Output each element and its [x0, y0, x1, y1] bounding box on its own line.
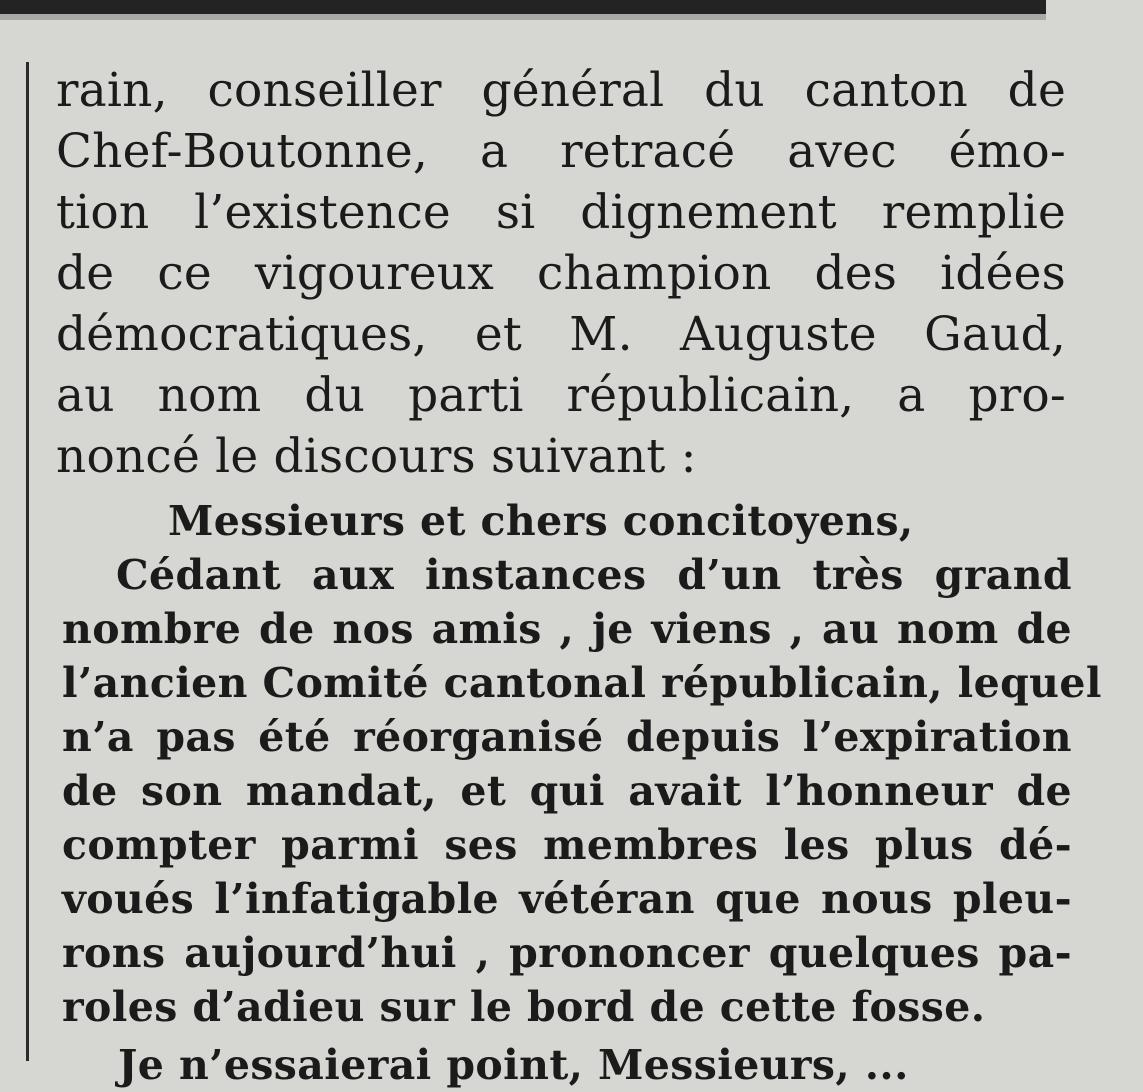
speech-line: rons aujourd’hui , prononcer quelques pa- — [62, 929, 1072, 977]
article-line: au nom du parti républicain, a pro- — [56, 368, 1066, 423]
speech-line: roles d’adieu sur le bord de cette fosse. — [62, 983, 986, 1031]
article-line: tion l’existence si dignement remplie — [56, 185, 1066, 240]
speech-line: Cédant aux instances d’un très grand — [116, 551, 1072, 599]
cut-off-line: Je n’essaierai point, Messieurs, ... — [118, 1041, 909, 1089]
article-line: noncé le discours suivant : — [56, 429, 697, 484]
speech-salutation: Messieurs et chers concitoyens, — [168, 497, 914, 545]
article-text — [56, 60, 1066, 487]
speech-line: l’ancien Comité cantonal républicain, lequel — [62, 659, 1102, 707]
column-rule — [26, 62, 29, 1061]
article-line: rain, conseiller général du canton de — [56, 63, 1066, 118]
top-rule — [0, 0, 1046, 14]
speech-line: de son mandat, et qui avait l’honneur de — [62, 767, 1072, 815]
speech-line: compter parmi ses membres les plus dé- — [62, 821, 1072, 869]
top-rule-shadow — [0, 14, 1046, 20]
article-line: de ce vigoureux champion des idées — [56, 246, 1066, 301]
speech-text — [62, 494, 1102, 1034]
speech-line: nombre de nos amis , je viens , au nom de — [62, 605, 1072, 653]
article-line: démocratiques, et M. Auguste Gaud, — [56, 307, 1066, 362]
speech-line: n’a pas été réorganisé depuis l’expiration — [62, 713, 1072, 761]
speech-line: voués l’infatigable vétéran que nous pleu- — [62, 875, 1072, 923]
article-line: Chef-Boutonne, a retracé avec émo- — [56, 124, 1066, 179]
